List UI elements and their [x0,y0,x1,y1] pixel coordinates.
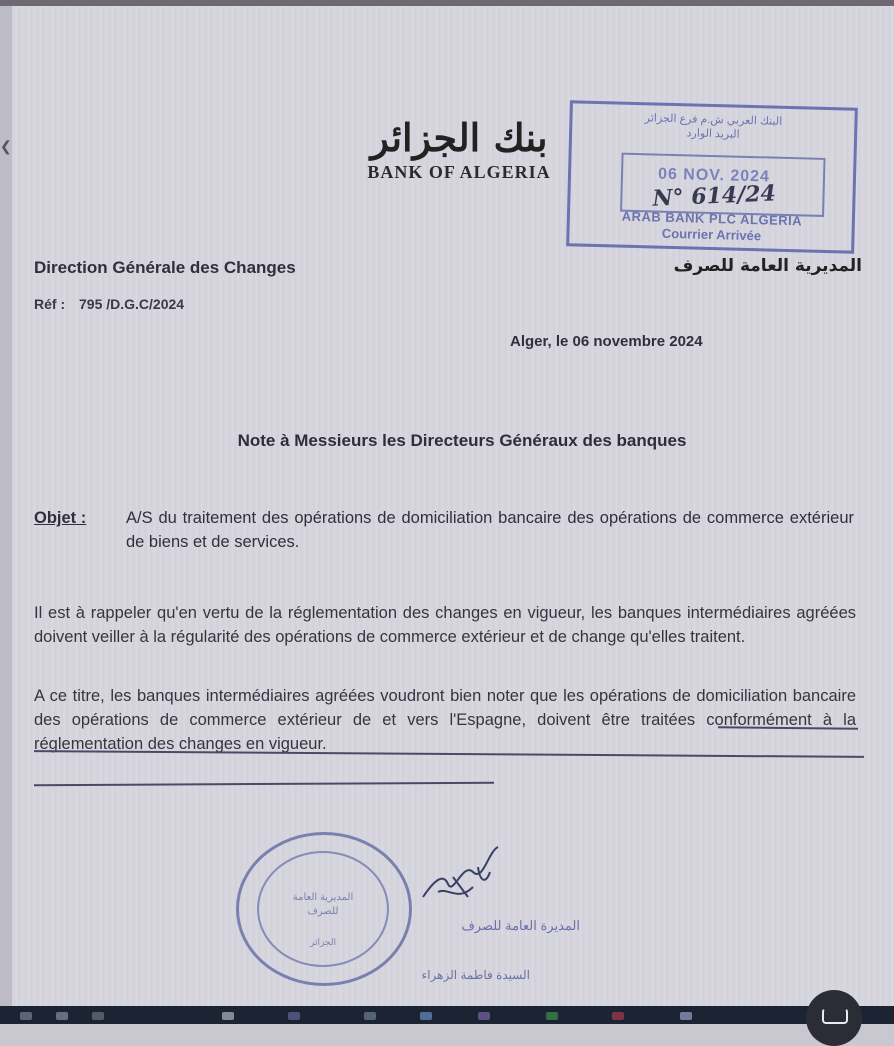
taskbar-app-icon[interactable] [56,1012,68,1020]
handwritten-underline-3 [34,782,494,786]
objet-block [34,506,854,554]
seal-inner-ring [257,851,389,967]
taskbar-app-icon[interactable] [612,1012,624,1020]
reference [34,296,184,312]
department-arabic: المديرية العامة للصرف [673,256,862,276]
taskbar-app-icon[interactable] [364,1012,376,1020]
screenshot-icon [822,1008,848,1024]
logo-arabic: بنك الجزائر [370,115,548,160]
stamp-bank-name: ARAB BANK PLC ALGERIA [621,208,803,229]
taskbar-app-icon[interactable] [222,1012,234,1020]
reference-value: 795 /D.G.C/2024 [79,296,185,312]
stamp-date-box [620,153,825,217]
logo-english: BANK OF ALGERIA [367,162,551,182]
taskbar-app-icon[interactable] [20,1012,32,1020]
signature [418,842,508,912]
stamp-arabic-line-1: البنك العربي ش.م فرع الجزائر [644,112,783,128]
taskbar-app-icon[interactable] [92,1012,104,1020]
screen-left-edge [0,6,12,1006]
taskbar-app-icon[interactable] [288,1012,300,1020]
seal-bottom-text: الجزائر [310,937,336,947]
screenshot-button[interactable] [806,990,862,1046]
place-date: Alger, le 06 novembre 2024 [510,333,703,350]
reference-label: Réf : [34,296,66,312]
note-title: Note à Messieurs les Directeurs Généraux des banques [237,431,687,450]
received-stamp [566,100,858,253]
objet-text: A/S du traitement des opérations de domiciliation bancaire des opérations de commerce extérieur de biens et de services. [126,509,854,551]
objet-label: Objet : [34,509,87,527]
stamp-date: 06 NOV. 2024 [657,165,771,186]
taskbar-app-icon[interactable] [680,1012,692,1020]
stamp-arabic-line-2: البريد الوارد [686,127,740,141]
signatory-name: السيدة فاطمة الزهراء [421,968,530,982]
department-french: Direction Générale des Changes [34,258,296,277]
edge-chevron-icon: ❮ [0,138,12,154]
stamp-handwritten-number: N° 614/24 [651,180,777,212]
taskbar [0,1006,894,1024]
official-seal [236,832,412,986]
paragraph-2: A ce titre, les banques intermédiaires agréées voudront bien noter que les opérations de domiciliation bancaire des opérations de commerce extérieur de et vers l'Espagne, doivent être traitées conformément à la réglementation des changes en vigueur. [34,687,856,753]
seal-text: المديرية العامة للصرف [292,892,354,917]
document-page [12,6,894,1006]
taskbar-app-icon[interactable] [478,1012,490,1020]
paragraph-1: Il est à rappeler qu'en vertu de la réglementation des changes en vigueur, les banques intermédiaires agréées doivent veiller à la régularité des opérations de commerce extérieur et de change qu'elles traitent. [34,604,856,646]
taskbar-app-icon[interactable] [546,1012,558,1020]
signatory-title: المديرة العامة للصرف [461,918,580,933]
bank-logo [330,116,588,183]
taskbar-app-icon[interactable] [420,1012,432,1020]
stamp-label: Courrier Arrivée [661,225,762,244]
